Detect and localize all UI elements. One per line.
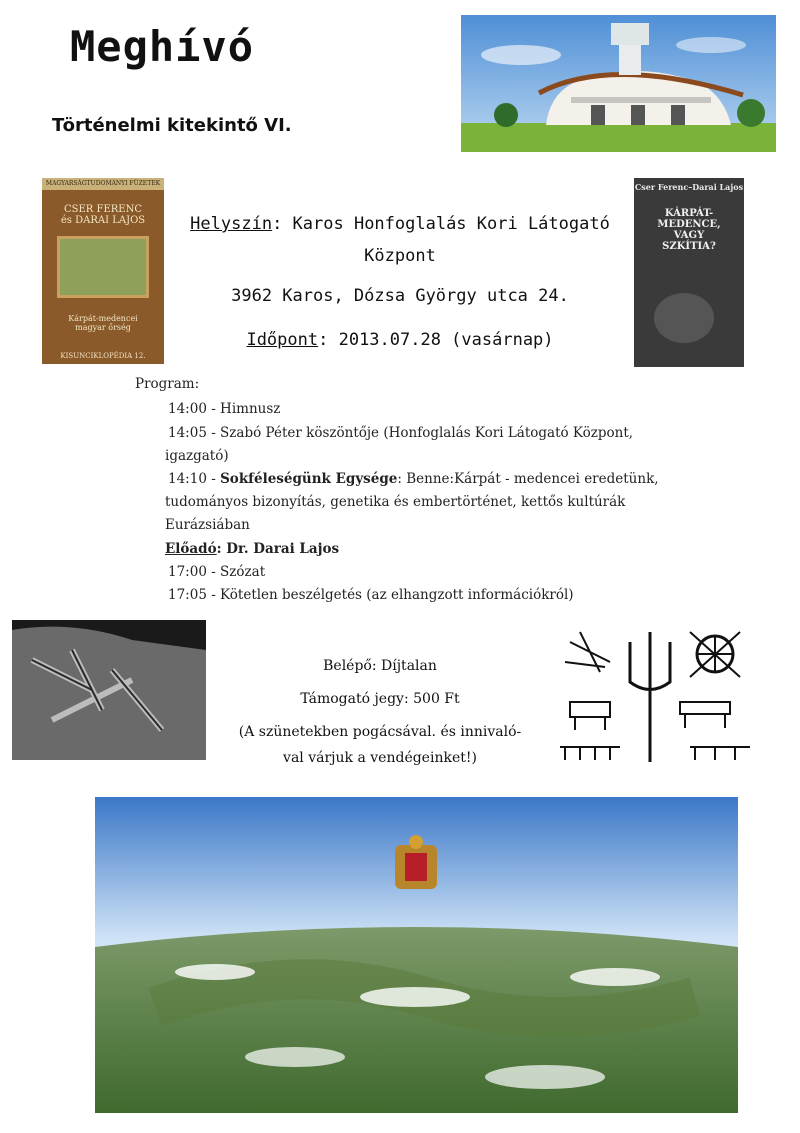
book-left-authors-1: CSER FERENC bbox=[64, 204, 142, 215]
book-left-map-image bbox=[57, 236, 149, 298]
book-left-title-2: magyar őrség bbox=[75, 323, 131, 332]
location-value-1: Karos Honfoglalás Kori Látogató bbox=[292, 214, 610, 234]
program-item-3-prefix: 14:10 - bbox=[168, 471, 221, 487]
program-item-3-rest: : Benne:Kárpát - medencei eredetünk, bbox=[397, 471, 659, 487]
date-block: Időpont: 2013.07.28 (vasárnap) bbox=[246, 330, 554, 350]
book-right-title-2: VAGY bbox=[673, 230, 705, 241]
date-value: 2013.07.28 (vasárnap) bbox=[338, 330, 554, 350]
visitor-center-photo bbox=[461, 15, 776, 152]
book-right-authors: Cser Ferenc–Darai Lajos bbox=[634, 182, 744, 192]
location-value-2: Központ bbox=[364, 246, 436, 266]
program-item-4: 17:00 - Szózat bbox=[168, 564, 266, 580]
book-cover-right bbox=[634, 178, 744, 367]
program-item-2-line-1: 14:05 - Szabó Péter köszöntője (Honfoglalás Kori Látogató Központ, bbox=[168, 425, 634, 441]
book-right-footprint-image bbox=[654, 293, 714, 343]
entry-note-1: (A szünetekben pogácsával. és innivaló- bbox=[238, 724, 522, 740]
location-block: Helyszín: Karos Honfoglalás Kori Látogató Központ bbox=[170, 208, 630, 272]
program-item-3-line-2: tudományos bizonyítás, genetika és embertörténet, kettős kultúrák bbox=[165, 494, 626, 510]
entry-fee: Belépő: Díjtalan bbox=[323, 658, 437, 674]
stone-carving-photo bbox=[12, 620, 206, 760]
book-left-authors-2: és DARAI LAJOS bbox=[60, 215, 146, 226]
entry-note-2: val várjuk a vendégeinket!) bbox=[283, 750, 477, 766]
program-item-5: 17:05 - Kötetlen beszélgetés (az elhangzott információkról) bbox=[168, 587, 574, 603]
program-speaker-name: : Dr. Darai Lajos bbox=[216, 541, 340, 557]
program-item-3-bold: Sokféleségünk Egysége bbox=[220, 471, 398, 487]
address: 3962 Karos, Dózsa György utca 24. bbox=[231, 286, 569, 306]
page-title: Meghívó bbox=[70, 22, 255, 71]
book-left-footer: KISUNCIKLOPÉDIA 12. bbox=[60, 352, 146, 360]
program-item-1: 14:00 - Himnusz bbox=[168, 401, 281, 417]
support-ticket: Támogató jegy: 500 Ft bbox=[300, 691, 460, 707]
date-label: Időpont bbox=[246, 330, 319, 350]
book-cover-left bbox=[42, 178, 164, 364]
program-item-3-line-3: Eurázsiában bbox=[165, 517, 250, 533]
carpathian-basin-image bbox=[95, 797, 738, 1113]
location-label: Helyszín bbox=[190, 214, 273, 234]
program-heading: Program: bbox=[135, 376, 200, 392]
program-item-3-line-1 bbox=[168, 471, 659, 487]
book-left-series: MAGYARSÁGTUDOMÁNYI FÜZETEK bbox=[42, 178, 164, 190]
petroglyph-drawing bbox=[550, 622, 760, 767]
book-right-title-3: SZKÍTIA? bbox=[662, 241, 716, 252]
book-left-title-1: Kárpát-medencei bbox=[68, 314, 138, 323]
program-item-2-line-2: igazgató) bbox=[165, 448, 229, 464]
program-speaker-label: Előadó bbox=[165, 541, 217, 557]
book-right-title-1: KÁRPÁT-MEDENCE, bbox=[657, 208, 721, 230]
program-speaker bbox=[165, 541, 339, 557]
page-subtitle: Történelmi kitekintő VI. bbox=[52, 115, 292, 136]
